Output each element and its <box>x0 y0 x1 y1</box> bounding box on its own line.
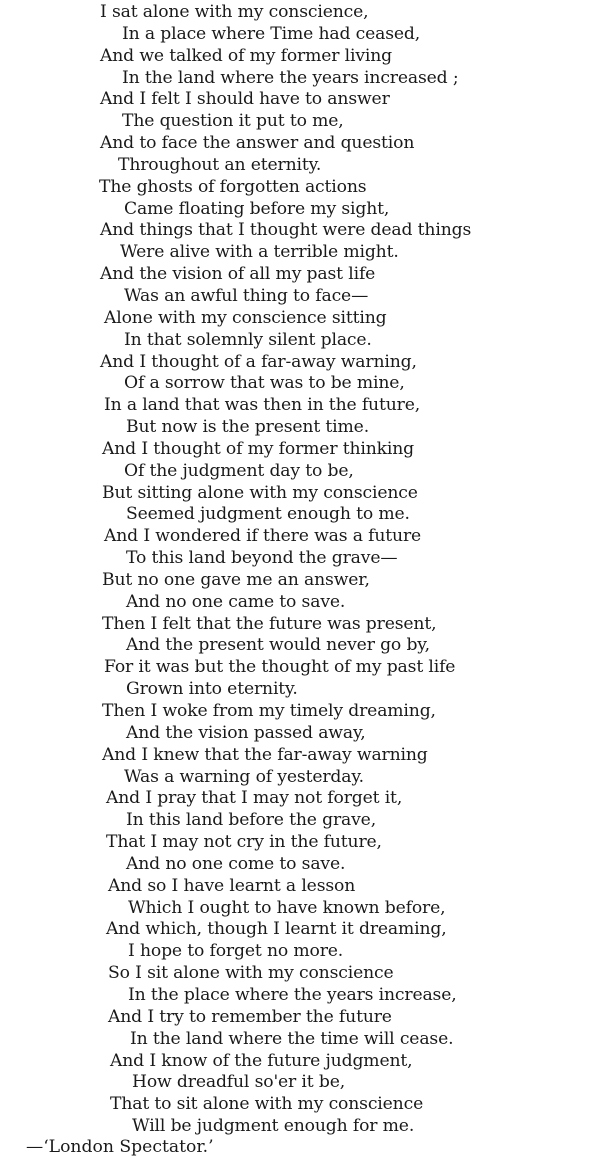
poem-line: I hope to forget no more. <box>128 941 344 962</box>
poem-line: And things that I thought were dead things <box>100 220 472 241</box>
poem-line: So I sit alone with my conscience <box>108 963 394 984</box>
poem-text <box>0 2 613 1138</box>
poem-line: Was an awful thing to face— <box>124 285 369 306</box>
poem-line: And which, though I learnt it dreaming, <box>106 919 447 940</box>
poem-line: In that solemnly silent place. <box>124 329 372 350</box>
poem-line: And no one come to save. <box>126 853 346 874</box>
poem-line: To this land beyond the grave— <box>126 548 398 569</box>
poem-line: And I pray that I may not forget it, <box>106 788 403 809</box>
poem-line: And I felt I should have to answer <box>100 89 390 110</box>
poem-line: In a place where Time had ceased, <box>122 23 421 44</box>
poem-line: Which I ought to have known before, <box>128 897 446 918</box>
poem-line: Throughout an eternity. <box>118 154 322 175</box>
poem-line: But sitting alone with my conscience <box>102 482 418 503</box>
poem-line: Was a warning of yesterday. <box>124 766 364 787</box>
poem-line: And I thought of my former thinking <box>102 438 415 459</box>
poem-line: Alone with my conscience sitting <box>104 307 387 328</box>
poem-line: In this land before the grave, <box>126 810 377 831</box>
poem-line: Of a sorrow that was to be mine, <box>124 373 405 394</box>
poem-line: And I know of the future judgment, <box>110 1050 413 1071</box>
poem-line: The ghosts of forgotten actions <box>99 176 367 197</box>
poem-line: But now is the present time. <box>126 417 370 438</box>
poem-line: And we talked of my former living <box>100 45 393 66</box>
poem-line: Then I felt that the future was present, <box>102 613 437 634</box>
poem-line: And to face the answer and question <box>100 133 415 154</box>
poem-line: And the present would never go by, <box>126 635 430 656</box>
poem-line: In the place where the years increase, <box>128 984 457 1005</box>
poem-line: The question it put to me, <box>122 111 344 132</box>
source-attribution: —‘London Spectator.’ <box>26 1137 214 1157</box>
poem-line: And so I have learnt a lesson <box>108 875 356 896</box>
poem-line: Grown into eternity. <box>126 679 298 700</box>
poem-line: That I may not cry in the future, <box>106 832 382 853</box>
poem-line: Seemed judgment enough to me. <box>126 504 410 525</box>
poem-line: For it was but the thought of my past life <box>104 657 456 678</box>
poem-line: Were alive with a terrible might. <box>120 242 399 263</box>
poem-line: Came floating before my sight, <box>124 198 390 219</box>
poem-line: Then I woke from my timely dreaming, <box>102 701 436 721</box>
poem-line: And I thought of a far-away warning, <box>100 351 417 372</box>
poem-line: And no one came to save. <box>126 591 346 612</box>
poem-line: Of the judgment day to be, <box>124 460 354 481</box>
poem-line: And I wondered if there was a future <box>104 526 422 547</box>
poem-line: In the land where the years increased ; <box>122 67 459 88</box>
poem-line: And I knew that the far-away warning <box>102 744 428 765</box>
poem-line: I sat alone with my conscience, <box>100 2 369 22</box>
poem-line: Will be judgment enough for me. <box>132 1116 415 1137</box>
poem-line: In the land where the time will cease. <box>130 1028 454 1049</box>
poem-line: And the vision passed away, <box>126 722 366 743</box>
poem-line: That to sit alone with my conscience <box>110 1094 424 1115</box>
poem-line: But no one gave me an answer, <box>102 569 370 590</box>
poem-line: And I try to remember the future <box>108 1006 392 1027</box>
poem-line: And the vision of all my past life <box>100 264 376 285</box>
poem-line: How dreadful so'er it be, <box>132 1072 346 1093</box>
poem-line: In a land that was then in the future, <box>104 395 421 416</box>
